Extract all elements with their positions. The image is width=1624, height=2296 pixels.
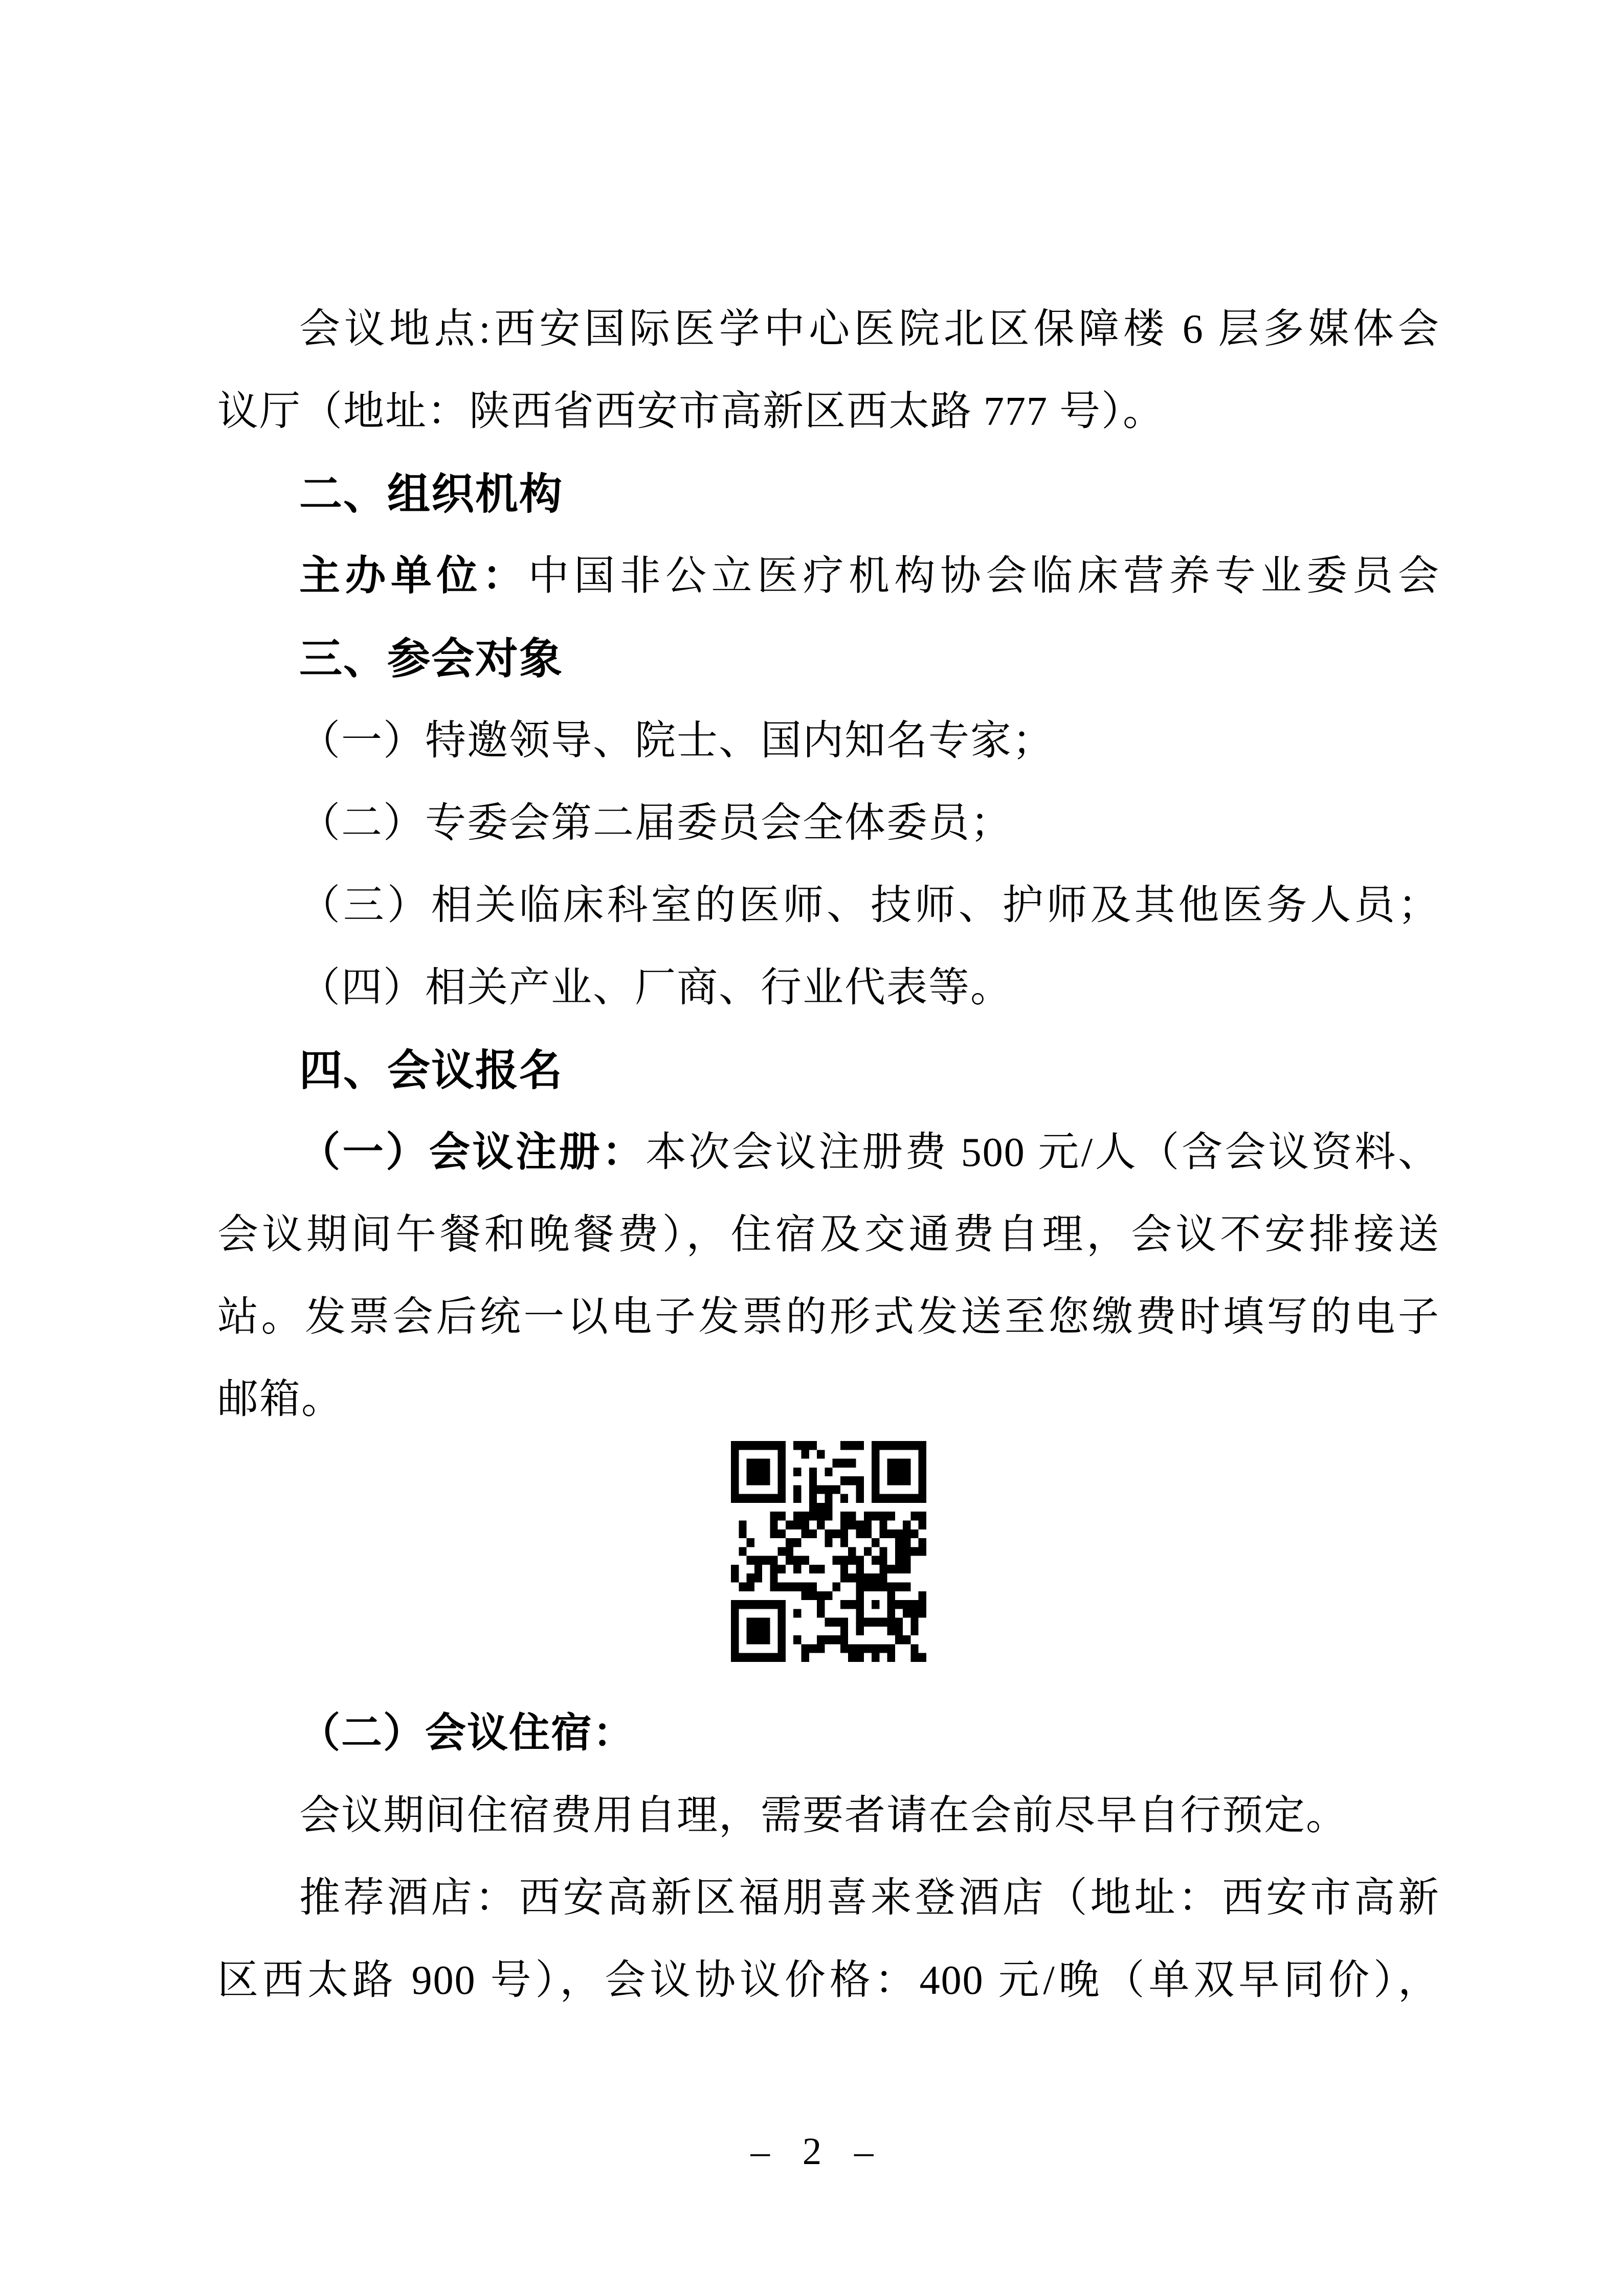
heading-organization: 二、组织机构	[299, 470, 564, 518]
attendee-item-1: （一）特邀领导、院士、国内知名专家；	[299, 718, 1054, 763]
paragraph-accommodation-label	[217, 1693, 1440, 1775]
paragraph-registration-line-4: 邮箱。	[217, 1377, 343, 1422]
paragraph-registration-line-1	[217, 1112, 1440, 1194]
heading-registration: 四、会议报名	[299, 1046, 564, 1094]
document-body	[217, 288, 1440, 2022]
registration-label: （一）会议注册：	[299, 1130, 646, 1175]
registration-line-1-text: 本次会议注册费 500 元/人（含会议资料、	[645, 1130, 1440, 1175]
paragraph-venue-line-2: 议厅（地址：陕西省西安市高新区西太路 777 号）。	[217, 389, 1165, 434]
host-unit-label: 主办单位：	[299, 554, 528, 599]
qr-code-image	[731, 1441, 926, 1662]
attendee-item-3: （三）相关临床科室的医师、技师、护师及其他医务人员；	[299, 883, 1440, 928]
paragraph-accommodation-line-3: 区西太路 900 号），会议协议价格：400 元/晚（单双早同价），	[217, 1958, 1440, 2003]
attendee-item-2: （二）专委会第二届委员会全体委员；	[299, 801, 1012, 846]
attendee-item-4: （四）相关产业、厂商、行业代表等。	[299, 965, 1012, 1010]
paragraph-host-unit	[217, 535, 1440, 618]
paragraph-registration-line-3: 站。发票会后统一以电子发票的形式发送至您缴费时填写的电子	[217, 1295, 1440, 1340]
paragraph-accommodation-line-1: 会议期间住宿费用自理，需要者请在会前尽早自行预定。	[299, 1793, 1348, 1838]
paragraph-venue-line-1: 会议地点:西安国际医学中心医院北区保障楼 6 层多媒体会	[299, 307, 1440, 352]
registration-qr-code	[731, 1441, 926, 1662]
heading-attendees: 三、参会对象	[299, 635, 564, 683]
host-unit-value: 中国非公立医疗机构协会临床营养专业委员会	[528, 554, 1440, 599]
page-number: – 2 –	[750, 2130, 874, 2173]
paragraph-accommodation-line-2: 推荐酒店：西安高新区福朋喜来登酒店（地址：西安市高新	[299, 1876, 1440, 1921]
paragraph-registration-line-2: 会议期间午餐和晚餐费），住宿及交通费自理，会议不安排接送	[217, 1212, 1440, 1257]
accommodation-label: （二）会议住宿：	[299, 1711, 635, 1756]
